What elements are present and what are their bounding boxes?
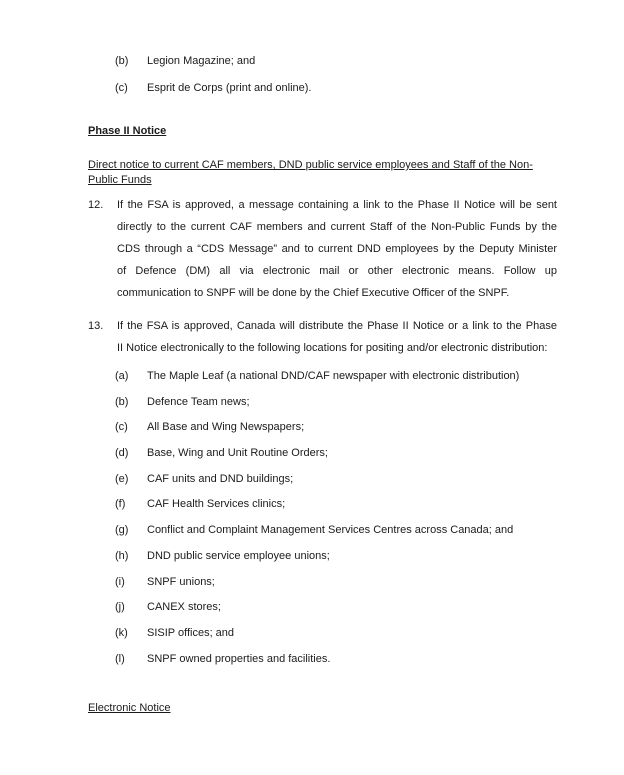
list-item-text: SISIP offices; and — [147, 626, 235, 639]
list-item — [115, 523, 558, 538]
list-item-text: The Maple Leaf (a national DND/CAF newspaper with electronic distribution) — [147, 370, 520, 382]
paragraph-line: directly to the current CAF members and current Staff of the Non-Public Funds by the — [117, 220, 557, 233]
list-item — [115, 575, 558, 590]
list-item-marker: (b) — [115, 55, 129, 67]
list-item-marker: (d) — [115, 447, 129, 460]
list-item-marker: (l) — [115, 652, 125, 665]
section-heading-phase2 — [88, 124, 558, 139]
paragraph-number: 12. — [88, 198, 104, 211]
list-item-text: Esprit de Corps (print and online). — [147, 82, 312, 94]
list-item-marker: (b) — [115, 395, 129, 408]
paragraph-text — [117, 315, 557, 359]
list-item-marker: (h) — [115, 549, 129, 562]
list-item-text: Defence Team news; — [147, 395, 250, 408]
list-item — [115, 600, 558, 615]
paragraph-line: communication to SNPF will be done by the Chief Executive Officer of the SNPF. — [117, 286, 510, 299]
paragraph-line: of Defence (DM) all via electronic mail or other electronic means. Follow up — [117, 264, 557, 277]
list-item-text: SNPF owned properties and facilities. — [147, 652, 331, 665]
list-item-text: Legion Magazine; and — [147, 55, 256, 67]
list-item-marker: (c) — [115, 421, 128, 434]
list-item-text: Base, Wing and Unit Routine Orders; — [147, 447, 328, 460]
section-subheading — [88, 158, 558, 188]
section-heading-electronic-notice — [88, 701, 558, 716]
list-item-marker: (a) — [115, 370, 129, 382]
list-item-text: DND public service employee unions; — [147, 549, 330, 562]
paragraph-12 — [88, 194, 558, 304]
list-item — [115, 497, 558, 512]
list-item-marker: (e) — [115, 472, 129, 485]
list-item-marker: (g) — [115, 524, 129, 537]
list-item — [115, 626, 558, 641]
paragraph-line: II Notice electronically to the following locations for positing and/or electronic distribution: — [117, 341, 548, 354]
list-item-marker: (c) — [115, 82, 128, 94]
subheading-line1-text: Direct notice to current CAF members, DND public service employees and Staff of the Non- — [88, 159, 533, 171]
list-item — [115, 420, 558, 435]
paragraph-line: CDS through a “CDS Message” and to current DND employees by the Deputy Minister — [117, 242, 557, 255]
list-item — [115, 81, 558, 96]
paragraph-13 — [88, 315, 558, 359]
list-item-text: CANEX stores; — [147, 601, 221, 614]
list-item — [115, 369, 558, 384]
paragraph-number: 13. — [88, 319, 104, 332]
list-item-marker: (i) — [115, 575, 125, 588]
list-item — [115, 446, 558, 461]
list-item-marker: (j) — [115, 601, 125, 614]
electronic-notice-heading-text: Electronic Notice — [88, 701, 171, 714]
list-item-text: CAF units and DND buildings; — [147, 472, 294, 485]
list-item-marker: (k) — [115, 626, 128, 639]
section-heading-text: Phase II Notice — [88, 125, 167, 137]
list-item-text: Conflict and Complaint Management Services Centres across Canada; and — [147, 524, 514, 537]
list-item-marker: (f) — [115, 498, 126, 511]
subheading-line — [88, 173, 558, 188]
list-item — [115, 395, 558, 410]
document-content — [88, 0, 558, 716]
list-item-text: All Base and Wing Newspapers; — [147, 421, 305, 434]
list-item — [115, 54, 558, 69]
list-item — [115, 549, 558, 564]
list-item — [115, 652, 558, 667]
list-item — [115, 472, 558, 487]
paragraph-line: If the FSA is approved, Canada will distribute the Phase II Notice or a link to the Phase — [117, 319, 557, 332]
paragraph-line: If the FSA is approved, a message containing a link to the Phase II Notice will be sent — [117, 198, 557, 211]
subheading-line2-text: Public Funds — [88, 174, 152, 186]
paragraph-text — [117, 194, 557, 304]
list-item-text: SNPF unions; — [147, 575, 215, 588]
subheading-line — [88, 158, 558, 173]
distribution-list — [88, 369, 558, 667]
list-item-text: CAF Health Services clinics; — [147, 498, 286, 511]
